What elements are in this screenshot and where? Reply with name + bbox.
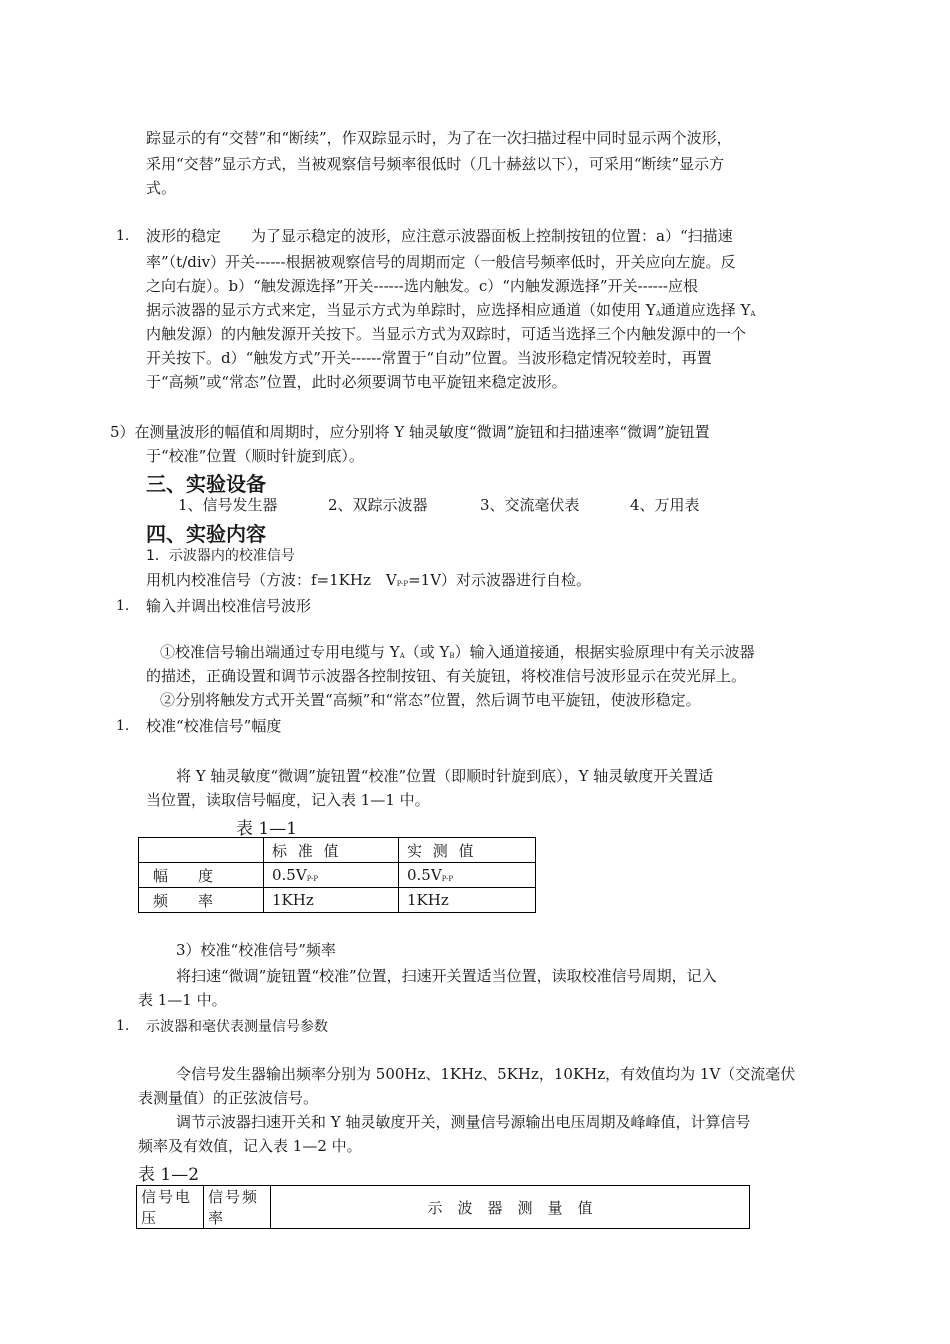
table-cell: 频 率 [139,888,264,913]
subscript: P-P [306,875,319,883]
table-header-row [137,1186,750,1229]
list-number: 1. [116,598,130,614]
table-header-cell: 实 测 值 [399,838,536,863]
table-header-row [139,838,536,863]
text-span: 用机内校准信号（方波：f=1KHz V [146,571,397,589]
list-number: 1. [116,1018,130,1034]
subsection-heading: 示波器和毫伏表测量信号参数 [146,1019,328,1035]
paragraph-line: 式。 [146,179,177,197]
text-span: ①校准信号输出端通过专用电缆与 Y [160,643,400,661]
paragraph-line: 表测量值）的正弦波信号。 [138,1089,319,1107]
equipment-item: 4、万用表 [630,496,700,514]
paragraph-line: 内触发源）的内触发源开关按下。当显示方式为双踪时，可适当选择三个内触发源中的一个 [146,325,747,343]
table-row [139,863,536,888]
paragraph-line: 波形的稳定 为了显示稳定的波形，应注意示波器面板上控制按钮的位置：a）“扫描速 [146,227,733,245]
paragraph-line: 频率及有效值，记入表 1—2 中。 [138,1137,362,1155]
equipment-item: 2、双踪示波器 [328,496,428,514]
table-header-cell: 标 准 值 [264,838,399,863]
table-header-cell: 示 波 器 测 量 值 [271,1186,750,1229]
measurement-table [136,1185,750,1229]
text-span: 据示波器的显示方式来定，当显示方式为单踪时，应选择相应通道（如使用 Y [146,301,656,319]
paragraph-line: 于“高频”或“常态”位置，此时必须要调节电平旋钮来稳定波形。 [146,373,567,391]
paragraph-line: 于“校准”位置（顺时针旋到底）。 [146,447,364,465]
paragraph-line: 5）在测量波形的幅值和周期时，应分别将 Y 轴灵敏度“微调”旋钮和扫描速率“微调”旋钮置 [110,423,710,441]
paragraph-line: 令信号发生器输出频率分别为 500Hz、1KHz、5KHz，10KHz，有效值均为 1V（交流毫伏 [176,1065,796,1083]
paragraph-line: 将 Y 轴灵敏度“微调”旋钮置“校准”位置（即顺时针旋到底），Y 轴灵敏度开关置适 [176,767,714,785]
step-title: 校准“校准信号”幅度 [146,717,282,735]
cell-value: 0.5V [407,866,442,884]
section-heading: 四、实验内容 [146,522,266,546]
table-cell [264,863,399,888]
equipment-item: 3、交流毫伏表 [480,496,580,514]
text-span: 通道应选择 Y [660,301,751,319]
section-heading: 三、实验设备 [146,472,266,496]
subscript: P-P [396,580,409,588]
table-row [139,888,536,913]
paragraph-line: ②分别将触发方式开关置“高频”和“常态”位置，然后调节电平旋钮，使波形稳定。 [160,691,701,709]
subscript: A [750,310,756,318]
paragraph-line: 调节示波器扫速开关和 Y 轴灵敏度开关，测量信号源输出电压周期及峰峰值，计算信号 [176,1113,751,1131]
text-span: =1V）对示波器进行自检。 [408,571,592,589]
paragraph-line: 的描述，正确设置和调节示波器各控制按钮、有关旋钮，将校准信号波形显示在荧光屏上。 [146,667,747,685]
list-number: 1. [116,718,130,734]
subscript: B [449,652,455,660]
paragraph-line: 开关按下。d）“触发方式”开关------常置于“自动”位置。当波形稳定情况较差时，再置 [146,349,712,367]
equipment-item: 1、信号发生器 [178,496,278,514]
table-cell [399,863,536,888]
table-cell: 1KHz [264,888,399,913]
paragraph-line: 表 1—1 中。 [138,991,227,1009]
paragraph-line: 之向右旋）。b）“触发源选择”开关------选内触发。c）“内触发源选择”开关------应根 [146,277,699,295]
table-caption: 表 1—2 [138,1165,200,1185]
text-span: （或 Y [404,643,450,661]
paragraph-line: 当位置，读取信号幅度，记入表 1—1 中。 [146,791,430,809]
paragraph-line: 踪显示的有“交替”和“断续”，作双踪显示时，为了在一次扫描过程中同时显示两个波形， [146,129,732,147]
calibration-table [138,837,536,913]
table-header-cell: 信号电压 [137,1186,204,1229]
subscript: A [399,652,405,660]
step-title: 输入并调出校准信号波形 [146,597,312,615]
paragraph-line: 将扫速“微调”旋钮置“校准”位置，扫速开关置适当位置，读取校准信号周期，记入 [176,967,717,985]
subsection-heading: 1．示波器内的校准信号 [146,548,295,564]
table-caption: 表 1—1 [236,819,298,839]
step-title: 3）校准“校准信号”频率 [176,941,336,959]
subscript: A [655,310,661,318]
paragraph-line: 采用“交替”显示方式，当被观察信号频率很低时（几十赫兹以下），可采用“断续”显示方 [146,155,725,173]
table-header-cell [139,838,264,863]
table-header-cell: 信号频率 [204,1186,271,1229]
table-cell: 幅 度 [139,863,264,888]
text-span: ）输入通道接通，根据实验原理中有关示波器 [454,643,755,661]
paragraph-line [146,568,591,596]
subscript: P-P [441,875,454,883]
paragraph-line: 率”（t/div）开关------根据被观察信号的周期而定（一般信号频率低时，开关应向左旋。反 [146,253,736,271]
table-cell: 1KHz [399,888,536,913]
cell-value: 0.5V [272,866,307,884]
list-number: 1. [116,228,130,244]
